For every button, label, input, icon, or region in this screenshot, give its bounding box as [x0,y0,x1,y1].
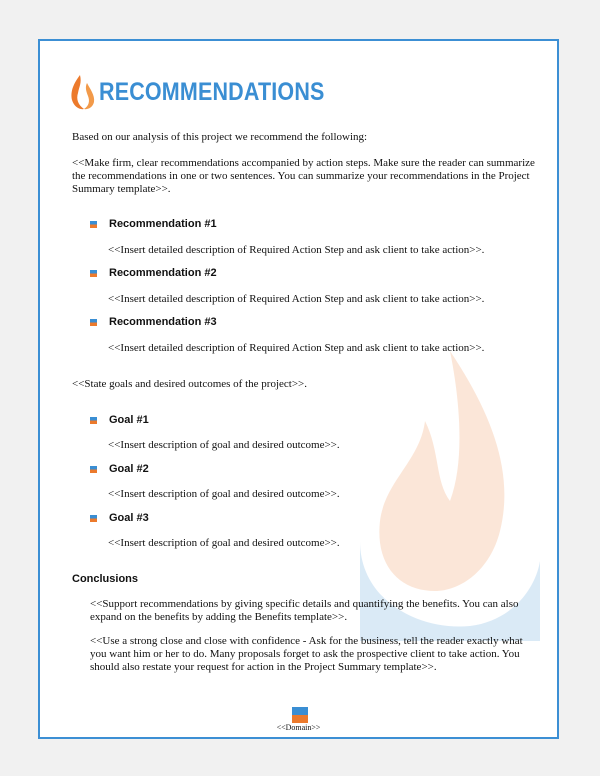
goal-title: Goal #2 [109,463,149,475]
square-bullet-icon [90,466,97,473]
footer-domain: <<Domain>> [276,723,321,732]
recommendation-item [90,316,217,328]
flame-icon [70,73,96,111]
conclusions-paragraph: <<Use a strong close and close with confidence - Ask for the business, tell the reader exactly what you want him or her to do. Many proposals forget to ask the prospective client to take action. You should also restate your request for action in the Project Summary template>>. [90,635,523,673]
page-title: RECOMMENDATIONS [99,77,325,106]
goal-description: <<Insert description of goal and desired outcome>>. [108,488,340,500]
square-bullet-icon [90,270,97,277]
recommendation-title: Recommendation #1 [109,218,217,230]
goal-description: <<Insert description of goal and desired outcome>>. [108,537,340,549]
flame-watermark-icon [340,341,540,641]
square-bullet-icon [90,515,97,522]
conclusions-paragraph: <<Support recommendations by giving specific details and quantifying the benefits. You can also expand on the benefits by adding the Benefits template>>. [90,598,519,623]
recommendation-description: <<Insert detailed description of Required Action Step and ask client to take action>>. [108,244,485,256]
recommendation-item [90,218,217,230]
conclusions-title: Conclusions [72,573,139,585]
recommendation-description: <<Insert detailed description of Required Action Step and ask client to take action>>. [108,342,485,354]
intro-text: Based on our analysis of this project we recommend the following: [72,131,368,143]
square-bullet-icon [90,319,97,326]
recommendation-title: Recommendation #2 [109,267,217,279]
goal-item [90,463,149,475]
recommendation-description: <<Insert detailed description of Required Action Step and ask client to take action>>. [108,293,485,305]
document-page [38,39,559,739]
square-bullet-icon [90,221,97,228]
page-heading [70,73,361,111]
goal-item [90,512,149,524]
goal-description: <<Insert description of goal and desired outcome>>. [108,439,340,451]
goal-title: Goal #3 [109,512,149,524]
square-bullet-icon [90,417,97,424]
recommendation-item [90,267,217,279]
footer-logo-icon [292,707,308,723]
recommendation-title: Recommendation #3 [109,316,217,328]
recommendations-paragraph: <<Make firm, clear recommendations accompanied by action steps. Make sure the reader can summarize the recommendations in one or two sentences. You can summarize your recommendations in the Project Summary template>>. [72,157,535,195]
goals-paragraph: <<State goals and desired outcomes of the project>>. [72,378,307,390]
goal-item [90,414,149,426]
goal-title: Goal #1 [109,414,149,426]
